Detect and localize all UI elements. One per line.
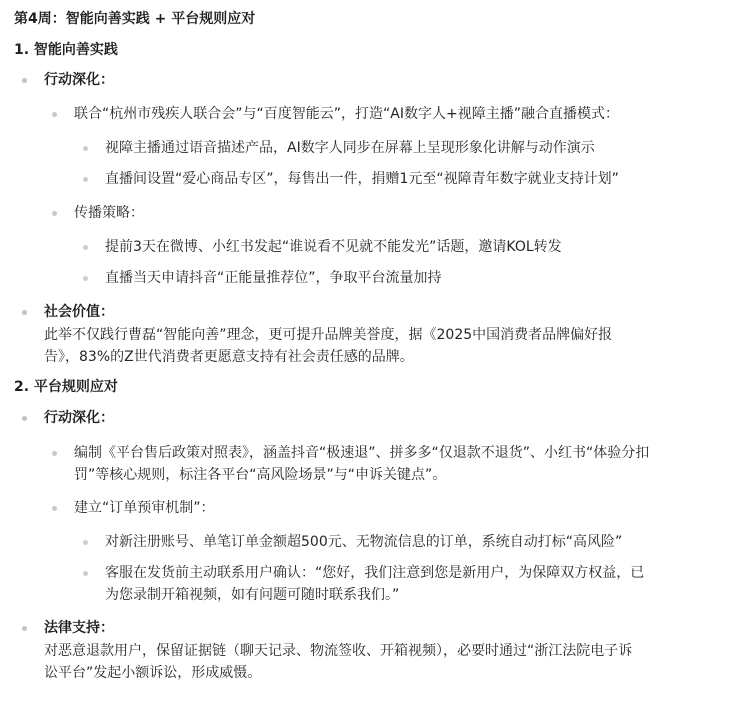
page-title: 第4周：智能向善实践 + 平台规则应对 bbox=[14, 11, 256, 27]
list-item: 建立“订单预审机制”： bbox=[74, 500, 215, 516]
paragraph-line: 对恶意退款用户，保留证据链（聊天记录、物流签收、开箱视频），必要时通过“浙江法院电子诉 bbox=[44, 643, 633, 659]
list-item: 视障主播通过语音描述产品，AI数字人同步在屏幕上呈现形象化讲解与动作演示 bbox=[105, 140, 595, 156]
bullet-icon bbox=[22, 310, 27, 315]
bullet-icon bbox=[83, 571, 88, 576]
list-item: 传播策略： bbox=[74, 205, 144, 221]
bullet-icon bbox=[83, 177, 88, 182]
list-item: 客服在发货前主动联系用户确认：“您好，我们注意到您是新用户，为保障双方权益，已 bbox=[105, 565, 645, 581]
list-item: 编制《平台售后政策对照表》，涵盖抖音“极速退”、拼多多“仅退款不退货”、小红书“体验分扣 bbox=[74, 445, 650, 461]
bullet-icon bbox=[22, 626, 27, 631]
section-title-1: 1. 智能向善实践 bbox=[14, 42, 118, 58]
list-item: 联合“杭州市残疾人联合会”与“百度智能云”，打造“AI数字人+视障主播”融合直播模式： bbox=[74, 106, 619, 122]
section-title-2: 2. 平台规则应对 bbox=[14, 379, 118, 395]
bullet-icon bbox=[52, 211, 57, 216]
item-label: 社会价值： bbox=[44, 304, 114, 320]
list-item: 对新注册账号、单笔订单金额超500元、无物流信息的订单，系统自动打标“高风险” bbox=[105, 534, 623, 550]
list-item: 提前3天在微博、小红书发起“谁说看不见就不能发光”话题，邀请KOL转发 bbox=[105, 239, 562, 255]
item-label: 行动深化： bbox=[44, 410, 114, 426]
paragraph-line: 此举不仅践行曹磊“智能向善”理念，更可提升品牌美誉度，据《2025中国消费者品牌偏好报 bbox=[44, 327, 613, 343]
item-label: 法律支持： bbox=[44, 620, 114, 636]
bullet-icon bbox=[83, 276, 88, 281]
bullet-icon bbox=[83, 245, 88, 250]
list-item: 罚”等核心规则，标注各平台“高风险场景”与“申诉关键点”。 bbox=[74, 467, 447, 483]
bullet-icon bbox=[52, 451, 57, 456]
item-label: 行动深化： bbox=[44, 72, 114, 88]
bullet-icon bbox=[22, 78, 27, 83]
list-item: 直播间设置“爱心商品专区”，每售出一件，捐赠1元至“视障青年数字就业支持计划” bbox=[105, 171, 619, 187]
list-item: 为您录制开箱视频，如有问题可随时联系我们。” bbox=[105, 587, 400, 603]
bullet-icon bbox=[22, 416, 27, 421]
bullet-icon bbox=[83, 540, 88, 545]
bullet-icon bbox=[52, 506, 57, 511]
paragraph-line: 告》，83%的Z世代消费者更愿意支持有社会责任感的品牌。 bbox=[44, 349, 414, 365]
paragraph-line: 讼平台”发起小额诉讼，形成威慑。 bbox=[44, 665, 262, 681]
bullet-icon bbox=[83, 146, 88, 151]
list-item: 直播当天申请抖音“正能量推荐位”，争取平台流量加持 bbox=[105, 270, 442, 286]
bullet-icon bbox=[52, 112, 57, 117]
